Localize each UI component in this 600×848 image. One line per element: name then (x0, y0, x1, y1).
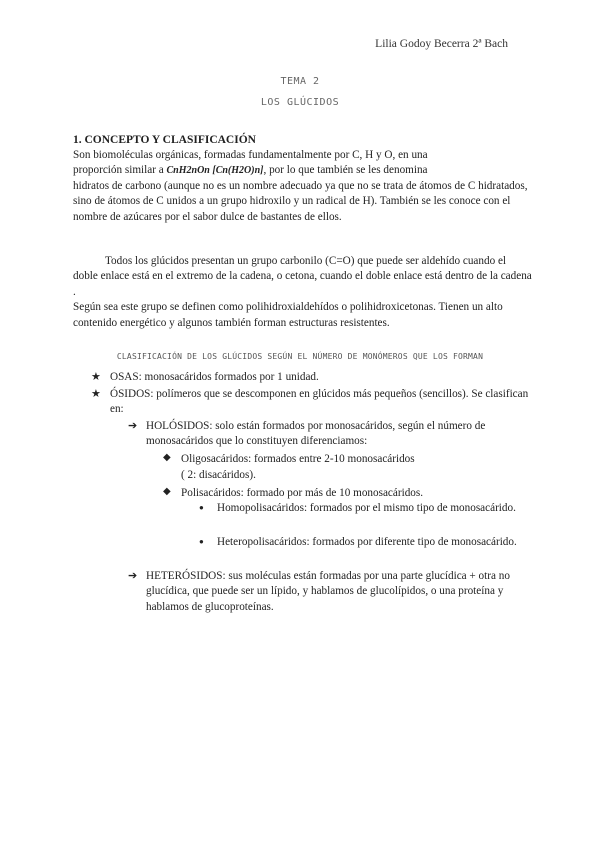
topic-number: TEMA 2 (280, 76, 320, 87)
diamond-icon: ◆ (163, 486, 171, 497)
paragraph-groups: Según sea este grupo se definen como polihidroxialdehídos o polihidroxicetonas. Tienen un alto contenido energético y algunos también forman estructuras resistentes. (73, 301, 503, 329)
paragraph-rest: hidratos de carbono (aunque no es un nombre adecuado ya que no se trata de átomos de C hidratados, sino de átomos de C unidos a un grupo hidroxilo y un radical de H). También se les conoce con el nombre de azúcares por el sabor dulce de bastantes de ellos. (73, 179, 528, 223)
list-item-heterosidos: HETERÓSIDOS: sus moléculas están formadas por una parte glucídica + otra no glucídica, que puede ser un lípido, y hablamos de glucolípidos, o una proteína y hablamos de glucoproteínas. (146, 570, 510, 613)
diamond-icon: ◆ (163, 452, 171, 463)
formula: CnH2nOn [Cn(H2O)n] (166, 165, 264, 177)
dot-icon: ● (199, 537, 204, 546)
formula-line (73, 163, 533, 178)
list-item-osas: OSAS: monosacáridos formados por 1 unidad. (110, 371, 319, 383)
list-item-oligosacaridos-note: ( 2: disacáridos). (181, 469, 256, 481)
author-name: Lilia Godoy Becerra 2ª Bach (375, 38, 508, 50)
formula-suffix: , por lo que también se les denomina (263, 164, 428, 177)
list-item-heteropolisacaridos: Heteropolisacáridos: formados por diferente tipo de monosacárido. (217, 536, 517, 548)
topic-title: LOS GLÚCIDOS (260, 97, 340, 108)
section-heading: 1. CONCEPTO Y CLASIFICACIÓN (73, 134, 256, 146)
list-item-oligosacaridos: Oligosacáridos: formados entre 2-10 monosacáridos (181, 453, 415, 465)
star-icon: ★ (91, 388, 101, 400)
list-item-holosidos: HOLÓSIDOS: solo están formados por monosacáridos, según el número de monosacáridos que lo constituyen diferenciamos: (146, 420, 486, 448)
paragraph-line: Son biomoléculas orgánicas, formadas fundamentalmente por C, H y O, en una (73, 149, 428, 161)
arrow-icon: ➔ (128, 570, 138, 582)
star-icon: ★ (91, 371, 101, 383)
paragraph-concept (73, 148, 533, 225)
dot-icon: ● (199, 503, 204, 512)
formula-prefix: proporción similar a (73, 164, 164, 177)
list-item-polisacaridos: Polisacáridos: formado por más de 10 monosacáridos. (181, 487, 424, 499)
classification-title: CLASIFICACIÓN DE LOS GLÚCIDOS SEGÚN EL NÚMERO DE MONÓMEROS QUE LOS FORMAN (116, 352, 484, 361)
paragraph-carbonyl-text: Todos los glúcidos presentan un grupo carbonilo (C=O) que puede ser aldehído cuando el doble enlace está en el extremo de la cadena, o cetona, cuando el doble enlace está dentro de la cadena . (73, 255, 532, 298)
paragraph-carbonyl (73, 254, 533, 331)
list-item-osidos: ÓSIDOS: polímeros que se descomponen en glúcidos más pequeños (sencillos). Se clasifican en: (110, 388, 529, 416)
arrow-icon: ➔ (128, 420, 138, 432)
list-item-homopolisacaridos: Homopolisacáridos: formados por el mismo tipo de monosacárido. (217, 502, 516, 514)
